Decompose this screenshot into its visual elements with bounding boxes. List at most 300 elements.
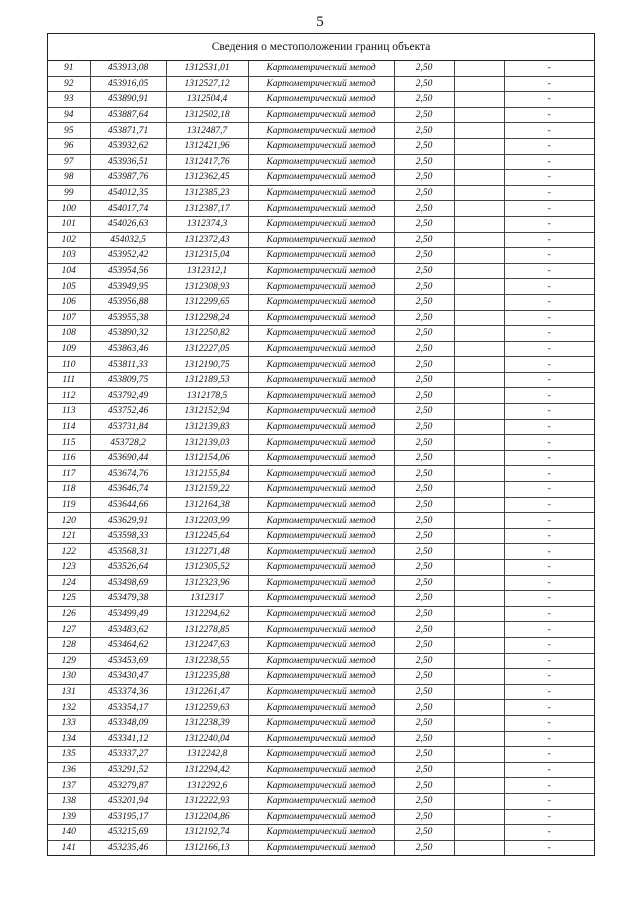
x-coordinate-cell: 453916,05 — [90, 76, 166, 92]
table-row — [48, 61, 594, 76]
y-coordinate-cell: 1312227,05 — [166, 341, 248, 357]
y-coordinate-cell: 1312259,63 — [166, 700, 248, 716]
empty-cell — [454, 388, 504, 404]
description-cell: - — [504, 637, 594, 653]
y-coordinate-cell: 1312242,8 — [166, 747, 248, 763]
point-number-cell: 133 — [48, 715, 90, 731]
table-row — [48, 575, 594, 591]
point-number-cell: 92 — [48, 76, 90, 92]
description-cell: - — [504, 513, 594, 529]
precision-cell: 2,50 — [394, 482, 454, 498]
point-number-cell: 91 — [48, 61, 90, 76]
method-cell: Картометрический метод — [248, 138, 394, 154]
x-coordinate-cell: 453598,33 — [90, 528, 166, 544]
y-coordinate-cell: 1312372,43 — [166, 232, 248, 248]
point-number-cell: 132 — [48, 700, 90, 716]
method-cell: Картометрический метод — [248, 279, 394, 295]
empty-cell — [454, 825, 504, 841]
method-cell: Картометрический метод — [248, 778, 394, 794]
empty-cell — [454, 404, 504, 420]
point-number-cell: 141 — [48, 840, 90, 855]
description-cell: - — [504, 669, 594, 685]
point-number-cell: 127 — [48, 622, 90, 638]
empty-cell — [454, 622, 504, 638]
method-cell: Картометрический метод — [248, 294, 394, 310]
x-coordinate-cell: 453526,64 — [90, 560, 166, 576]
coordinates-table-body — [48, 61, 594, 855]
precision-cell: 2,50 — [394, 232, 454, 248]
empty-cell — [454, 560, 504, 576]
precision-cell: 2,50 — [394, 778, 454, 794]
description-cell: - — [504, 700, 594, 716]
point-number-cell: 137 — [48, 778, 90, 794]
point-number-cell: 116 — [48, 450, 90, 466]
method-cell: Картометрический метод — [248, 248, 394, 264]
description-cell: - — [504, 591, 594, 607]
empty-cell — [454, 76, 504, 92]
point-number-cell: 109 — [48, 341, 90, 357]
y-coordinate-cell: 1312222,93 — [166, 793, 248, 809]
method-cell: Картометрический метод — [248, 232, 394, 248]
empty-cell — [454, 591, 504, 607]
description-cell: - — [504, 201, 594, 217]
x-coordinate-cell: 453646,74 — [90, 482, 166, 498]
precision-cell: 2,50 — [394, 388, 454, 404]
description-cell: - — [504, 544, 594, 560]
x-coordinate-cell: 453337,27 — [90, 747, 166, 763]
y-coordinate-cell: 1312323,96 — [166, 575, 248, 591]
empty-cell — [454, 263, 504, 279]
x-coordinate-cell: 453809,75 — [90, 372, 166, 388]
precision-cell: 2,50 — [394, 731, 454, 747]
x-coordinate-cell: 454026,63 — [90, 216, 166, 232]
method-cell: Картометрический метод — [248, 341, 394, 357]
method-cell: Картометрический метод — [248, 123, 394, 139]
description-cell: - — [504, 232, 594, 248]
y-coordinate-cell: 1312164,38 — [166, 497, 248, 513]
method-cell: Картометрический метод — [248, 404, 394, 420]
method-cell: Картометрический метод — [248, 560, 394, 576]
description-cell: - — [504, 778, 594, 794]
method-cell: Картометрический метод — [248, 513, 394, 529]
x-coordinate-cell: 453629,91 — [90, 513, 166, 529]
table-row — [48, 482, 594, 498]
description-cell: - — [504, 372, 594, 388]
point-number-cell: 121 — [48, 528, 90, 544]
y-coordinate-cell: 1312154,06 — [166, 450, 248, 466]
point-number-cell: 98 — [48, 170, 90, 186]
empty-cell — [454, 513, 504, 529]
point-number-cell: 94 — [48, 107, 90, 123]
empty-cell — [454, 435, 504, 451]
empty-cell — [454, 466, 504, 482]
empty-cell — [454, 310, 504, 326]
table-row — [48, 606, 594, 622]
method-cell: Картометрический метод — [248, 715, 394, 731]
table-row — [48, 154, 594, 170]
x-coordinate-cell: 453568,31 — [90, 544, 166, 560]
method-cell: Картометрический метод — [248, 497, 394, 513]
point-number-cell: 100 — [48, 201, 90, 217]
y-coordinate-cell: 1312502,18 — [166, 107, 248, 123]
method-cell: Картометрический метод — [248, 310, 394, 326]
method-cell: Картометрический метод — [248, 466, 394, 482]
precision-cell: 2,50 — [394, 669, 454, 685]
precision-cell: 2,50 — [394, 279, 454, 295]
x-coordinate-cell: 453674,76 — [90, 466, 166, 482]
method-cell: Картометрический метод — [248, 482, 394, 498]
precision-cell: 2,50 — [394, 497, 454, 513]
y-coordinate-cell: 1312247,63 — [166, 637, 248, 653]
method-cell: Картометрический метод — [248, 92, 394, 108]
table-row — [48, 216, 594, 232]
table-row — [48, 372, 594, 388]
empty-cell — [454, 653, 504, 669]
y-coordinate-cell: 1312294,62 — [166, 606, 248, 622]
description-cell: - — [504, 825, 594, 841]
table-row — [48, 310, 594, 326]
description-cell: - — [504, 450, 594, 466]
precision-cell: 2,50 — [394, 123, 454, 139]
table-row — [48, 107, 594, 123]
y-coordinate-cell: 1312189,53 — [166, 372, 248, 388]
x-coordinate-cell: 454017,74 — [90, 201, 166, 217]
y-coordinate-cell: 1312261,47 — [166, 684, 248, 700]
table-row — [48, 669, 594, 685]
method-cell: Картометрический метод — [248, 170, 394, 186]
empty-cell — [454, 61, 504, 76]
point-number-cell: 128 — [48, 637, 90, 653]
precision-cell: 2,50 — [394, 653, 454, 669]
x-coordinate-cell: 453913,08 — [90, 61, 166, 76]
method-cell: Картометрический метод — [248, 216, 394, 232]
y-coordinate-cell: 1312139,83 — [166, 419, 248, 435]
description-cell: - — [504, 404, 594, 420]
point-number-cell: 110 — [48, 357, 90, 373]
table-row — [48, 435, 594, 451]
precision-cell: 2,50 — [394, 825, 454, 841]
x-coordinate-cell: 453498,69 — [90, 575, 166, 591]
table-row — [48, 778, 594, 794]
method-cell: Картометрический метод — [248, 357, 394, 373]
x-coordinate-cell: 453890,91 — [90, 92, 166, 108]
description-cell: - — [504, 466, 594, 482]
description-cell: - — [504, 154, 594, 170]
table-row — [48, 825, 594, 841]
table-row — [48, 544, 594, 560]
empty-cell — [454, 185, 504, 201]
method-cell: Картометрический метод — [248, 201, 394, 217]
precision-cell: 2,50 — [394, 372, 454, 388]
point-number-cell: 102 — [48, 232, 90, 248]
precision-cell: 2,50 — [394, 341, 454, 357]
table-row — [48, 653, 594, 669]
precision-cell: 2,50 — [394, 466, 454, 482]
x-coordinate-cell: 453728,2 — [90, 435, 166, 451]
table-row — [48, 840, 594, 855]
y-coordinate-cell: 1312417,76 — [166, 154, 248, 170]
table-row — [48, 201, 594, 217]
description-cell: - — [504, 528, 594, 544]
y-coordinate-cell: 1312315,04 — [166, 248, 248, 264]
point-number-cell: 93 — [48, 92, 90, 108]
precision-cell: 2,50 — [394, 762, 454, 778]
y-coordinate-cell: 1312312,1 — [166, 263, 248, 279]
y-coordinate-cell: 1312317 — [166, 591, 248, 607]
table-row — [48, 185, 594, 201]
description-cell: - — [504, 560, 594, 576]
empty-cell — [454, 216, 504, 232]
description-cell: - — [504, 762, 594, 778]
point-number-cell: 131 — [48, 684, 90, 700]
description-cell: - — [504, 248, 594, 264]
table-row — [48, 684, 594, 700]
point-number-cell: 122 — [48, 544, 90, 560]
table-row — [48, 92, 594, 108]
precision-cell: 2,50 — [394, 591, 454, 607]
table-title: Сведения о местоположении границ объекта — [48, 34, 594, 61]
precision-cell: 2,50 — [394, 684, 454, 700]
empty-cell — [454, 107, 504, 123]
precision-cell: 2,50 — [394, 840, 454, 855]
precision-cell: 2,50 — [394, 715, 454, 731]
x-coordinate-cell: 453430,47 — [90, 669, 166, 685]
description-cell: - — [504, 216, 594, 232]
empty-cell — [454, 731, 504, 747]
method-cell: Картометрический метод — [248, 388, 394, 404]
table-row — [48, 560, 594, 576]
method-cell: Картометрический метод — [248, 185, 394, 201]
description-cell: - — [504, 809, 594, 825]
precision-cell: 2,50 — [394, 404, 454, 420]
precision-cell: 2,50 — [394, 435, 454, 451]
point-number-cell: 97 — [48, 154, 90, 170]
y-coordinate-cell: 1312278,85 — [166, 622, 248, 638]
empty-cell — [454, 793, 504, 809]
method-cell: Картометрический метод — [248, 653, 394, 669]
x-coordinate-cell: 453354,17 — [90, 700, 166, 716]
precision-cell: 2,50 — [394, 216, 454, 232]
x-coordinate-cell: 453871,71 — [90, 123, 166, 139]
point-number-cell: 135 — [48, 747, 90, 763]
description-cell: - — [504, 294, 594, 310]
x-coordinate-cell: 453956,88 — [90, 294, 166, 310]
point-number-cell: 105 — [48, 279, 90, 295]
empty-cell — [454, 372, 504, 388]
table-row — [48, 326, 594, 342]
precision-cell: 2,50 — [394, 809, 454, 825]
coordinates-table — [48, 61, 594, 855]
empty-cell — [454, 232, 504, 248]
table-row — [48, 170, 594, 186]
table-row — [48, 731, 594, 747]
y-coordinate-cell: 1312238,55 — [166, 653, 248, 669]
method-cell: Картометрический метод — [248, 76, 394, 92]
method-cell: Картометрический метод — [248, 731, 394, 747]
precision-cell: 2,50 — [394, 154, 454, 170]
precision-cell: 2,50 — [394, 606, 454, 622]
table-row — [48, 76, 594, 92]
description-cell: - — [504, 482, 594, 498]
description-cell: - — [504, 263, 594, 279]
x-coordinate-cell: 453235,46 — [90, 840, 166, 855]
description-cell: - — [504, 747, 594, 763]
y-coordinate-cell: 1312139,03 — [166, 435, 248, 451]
description-cell: - — [504, 653, 594, 669]
method-cell: Картометрический метод — [248, 606, 394, 622]
x-coordinate-cell: 453932,62 — [90, 138, 166, 154]
description-cell: - — [504, 326, 594, 342]
table-row — [48, 793, 594, 809]
page-number: 5 — [316, 14, 324, 30]
precision-cell: 2,50 — [394, 575, 454, 591]
point-number-cell: 120 — [48, 513, 90, 529]
point-number-cell: 124 — [48, 575, 90, 591]
precision-cell: 2,50 — [394, 294, 454, 310]
empty-cell — [454, 747, 504, 763]
precision-cell: 2,50 — [394, 450, 454, 466]
table-row — [48, 591, 594, 607]
x-coordinate-cell: 453949,95 — [90, 279, 166, 295]
table-row — [48, 450, 594, 466]
y-coordinate-cell: 1312362,45 — [166, 170, 248, 186]
point-number-cell: 119 — [48, 497, 90, 513]
description-cell: - — [504, 310, 594, 326]
method-cell: Картометрический метод — [248, 669, 394, 685]
method-cell: Картометрический метод — [248, 825, 394, 841]
x-coordinate-cell: 453752,46 — [90, 404, 166, 420]
table-row — [48, 388, 594, 404]
point-number-cell: 138 — [48, 793, 90, 809]
x-coordinate-cell: 453952,42 — [90, 248, 166, 264]
precision-cell: 2,50 — [394, 185, 454, 201]
empty-cell — [454, 762, 504, 778]
description-cell: - — [504, 622, 594, 638]
point-number-cell: 134 — [48, 731, 90, 747]
x-coordinate-cell: 453690,44 — [90, 450, 166, 466]
x-coordinate-cell: 453341,12 — [90, 731, 166, 747]
description-cell: - — [504, 170, 594, 186]
method-cell: Картометрический метод — [248, 154, 394, 170]
y-coordinate-cell: 1312527,12 — [166, 76, 248, 92]
precision-cell: 2,50 — [394, 528, 454, 544]
y-coordinate-cell: 1312235,88 — [166, 669, 248, 685]
x-coordinate-cell: 453987,76 — [90, 170, 166, 186]
point-number-cell: 136 — [48, 762, 90, 778]
precision-cell: 2,50 — [394, 560, 454, 576]
precision-cell: 2,50 — [394, 107, 454, 123]
method-cell: Картометрический метод — [248, 528, 394, 544]
description-cell: - — [504, 435, 594, 451]
point-number-cell: 95 — [48, 123, 90, 139]
description-cell: - — [504, 138, 594, 154]
y-coordinate-cell: 1312178,5 — [166, 388, 248, 404]
table-row — [48, 466, 594, 482]
y-coordinate-cell: 1312421,96 — [166, 138, 248, 154]
precision-cell: 2,50 — [394, 747, 454, 763]
y-coordinate-cell: 1312203,99 — [166, 513, 248, 529]
point-number-cell: 139 — [48, 809, 90, 825]
y-coordinate-cell: 1312238,39 — [166, 715, 248, 731]
method-cell: Картометрический метод — [248, 840, 394, 855]
description-cell: - — [504, 123, 594, 139]
y-coordinate-cell: 1312271,48 — [166, 544, 248, 560]
description-cell: - — [504, 92, 594, 108]
point-number-cell: 118 — [48, 482, 90, 498]
y-coordinate-cell: 1312292,6 — [166, 778, 248, 794]
x-coordinate-cell: 453348,09 — [90, 715, 166, 731]
x-coordinate-cell: 454012,35 — [90, 185, 166, 201]
method-cell: Картометрический метод — [248, 544, 394, 560]
point-number-cell: 107 — [48, 310, 90, 326]
table-row — [48, 123, 594, 139]
empty-cell — [454, 528, 504, 544]
point-number-cell: 101 — [48, 216, 90, 232]
table-row — [48, 138, 594, 154]
empty-cell — [454, 357, 504, 373]
empty-cell — [454, 497, 504, 513]
y-coordinate-cell: 1312305,52 — [166, 560, 248, 576]
table-row — [48, 622, 594, 638]
precision-cell: 2,50 — [394, 637, 454, 653]
x-coordinate-cell: 453955,38 — [90, 310, 166, 326]
method-cell: Картометрический метод — [248, 700, 394, 716]
table-row — [48, 294, 594, 310]
description-cell: - — [504, 575, 594, 591]
table-row — [48, 279, 594, 295]
table-row — [48, 700, 594, 716]
y-coordinate-cell: 1312190,75 — [166, 357, 248, 373]
method-cell: Картометрический метод — [248, 107, 394, 123]
empty-cell — [454, 637, 504, 653]
x-coordinate-cell: 453792,49 — [90, 388, 166, 404]
method-cell: Картометрический метод — [248, 591, 394, 607]
precision-cell: 2,50 — [394, 263, 454, 279]
empty-cell — [454, 326, 504, 342]
y-coordinate-cell: 1312487,7 — [166, 123, 248, 139]
x-coordinate-cell: 453479,38 — [90, 591, 166, 607]
point-number-cell: 129 — [48, 653, 90, 669]
description-cell: - — [504, 497, 594, 513]
table-row — [48, 341, 594, 357]
point-number-cell: 106 — [48, 294, 90, 310]
precision-cell: 2,50 — [394, 310, 454, 326]
y-coordinate-cell: 1312504,4 — [166, 92, 248, 108]
method-cell: Картометрический метод — [248, 326, 394, 342]
method-cell: Картометрический метод — [248, 637, 394, 653]
description-cell: - — [504, 388, 594, 404]
empty-cell — [454, 154, 504, 170]
description-cell: - — [504, 357, 594, 373]
method-cell: Картометрический метод — [248, 762, 394, 778]
point-number-cell: 114 — [48, 419, 90, 435]
table-row — [48, 747, 594, 763]
empty-cell — [454, 684, 504, 700]
empty-cell — [454, 123, 504, 139]
empty-cell — [454, 840, 504, 855]
boundary-table-sheet — [47, 33, 595, 856]
point-number-cell: 140 — [48, 825, 90, 841]
method-cell: Картометрический метод — [248, 684, 394, 700]
empty-cell — [454, 450, 504, 466]
x-coordinate-cell: 453453,69 — [90, 653, 166, 669]
x-coordinate-cell: 453483,62 — [90, 622, 166, 638]
empty-cell — [454, 92, 504, 108]
x-coordinate-cell: 453195,17 — [90, 809, 166, 825]
point-number-cell: 104 — [48, 263, 90, 279]
table-row — [48, 513, 594, 529]
empty-cell — [454, 778, 504, 794]
